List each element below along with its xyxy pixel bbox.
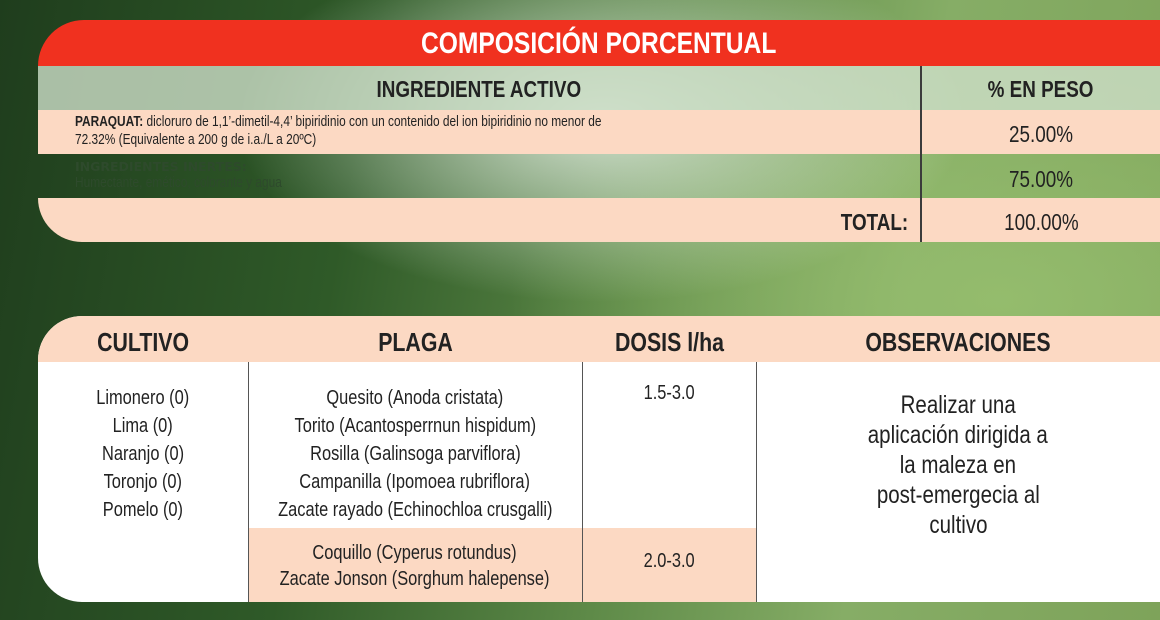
composition-title-text: COMPOSICIÓN PORCENTUAL — [421, 27, 777, 60]
total-label-text: TOTAL: — [840, 209, 908, 235]
observacion-line: la maleza en — [899, 451, 1017, 479]
paraquat-label: PARAQUAT: — [75, 114, 144, 130]
header-peso — [922, 66, 1160, 112]
column-divider — [920, 66, 922, 242]
total-percentage — [922, 198, 1160, 242]
dosis-group-1 — [582, 382, 756, 405]
inertes-pct-value: 75.00% — [1009, 166, 1073, 192]
observaciones-text — [756, 390, 1160, 540]
row-inertes — [38, 154, 1160, 198]
header-observaciones — [756, 316, 1160, 362]
inertes-description — [75, 159, 875, 191]
list-item: Naranjo (0) — [101, 443, 185, 465]
plaga-list-1 — [248, 384, 582, 524]
list-item: Pomelo (0) — [102, 499, 184, 521]
list-item: Torito (Acantosperrnun hispidum) — [294, 415, 536, 437]
composition-table — [38, 20, 1160, 242]
observacion-line: cultivo — [928, 511, 988, 539]
list-item: Toronjo (0) — [103, 471, 183, 493]
total-pct-value: 100.00% — [1003, 209, 1079, 235]
paraquat-percentage — [922, 110, 1160, 154]
list-item: Quesito (Anoda cristata) — [326, 387, 504, 409]
header-peso-label: % EN PESO — [988, 76, 1094, 102]
list-item: Limonero (0) — [96, 387, 190, 409]
header-observaciones-label: OBSERVACIONES — [865, 327, 1051, 357]
composition-title — [38, 20, 1160, 66]
list-item: Campanilla (Ipomoea rubriflora) — [299, 471, 531, 493]
header-dosis-label: DOSIS l/ha — [614, 327, 724, 357]
inertes-label: INGREDIENTES INERTES: — [75, 159, 247, 174]
list-item: Zacate Jonson (Sorghum halepense) — [280, 568, 550, 590]
paraquat-pct-value: 25.00% — [1009, 121, 1073, 147]
header-dosis — [582, 316, 756, 362]
observacion-line: post-emergecia al — [876, 481, 1040, 509]
crop-header-row — [38, 316, 1160, 362]
row-paraquat — [38, 110, 1160, 154]
header-plaga — [248, 316, 582, 362]
observacion-line: aplicación dirigida a — [867, 421, 1049, 449]
row-total — [38, 198, 1160, 242]
header-cultivo-label: CULTIVO — [97, 327, 189, 357]
header-plaga-label: PLAGA — [377, 327, 453, 357]
dosis-value: 1.5-3.0 — [643, 382, 695, 404]
cultivo-list — [38, 384, 248, 524]
paraquat-description — [75, 113, 875, 149]
crop-table — [38, 316, 1160, 602]
dosis-value: 2.0-3.0 — [643, 550, 695, 572]
list-item: Coquillo (Cyperus rotundus) — [312, 542, 518, 564]
list-item: Zacate rayado (Echinochloa crusgalli) — [278, 499, 553, 521]
list-item: Rosilla (Galinsoga parviflora) — [309, 443, 521, 465]
header-ingrediente-label: INGREDIENTE ACTIVO — [376, 76, 582, 102]
paraquat-line-1 — [75, 113, 602, 131]
dosis-group-2 — [582, 550, 756, 573]
observacion-line: Realizar una — [900, 391, 1016, 419]
paraquat-text-1: dicloruro de 1,1’-dimetil-4,4’ bipiridinio con un contenido del ion bipiridinio no menor de — [143, 114, 602, 130]
inertes-percentage — [922, 154, 1160, 198]
plaga-list-2 — [248, 540, 582, 592]
header-cultivo — [38, 316, 248, 362]
inertes-text: Humectante, emético, colorante y agua — [75, 175, 282, 191]
total-label — [38, 198, 908, 242]
list-item: Lima (0) — [112, 415, 174, 437]
paraquat-line-2: 72.32% (Equivalente a 200 g de i.a./L a 20ºC) — [75, 132, 317, 148]
